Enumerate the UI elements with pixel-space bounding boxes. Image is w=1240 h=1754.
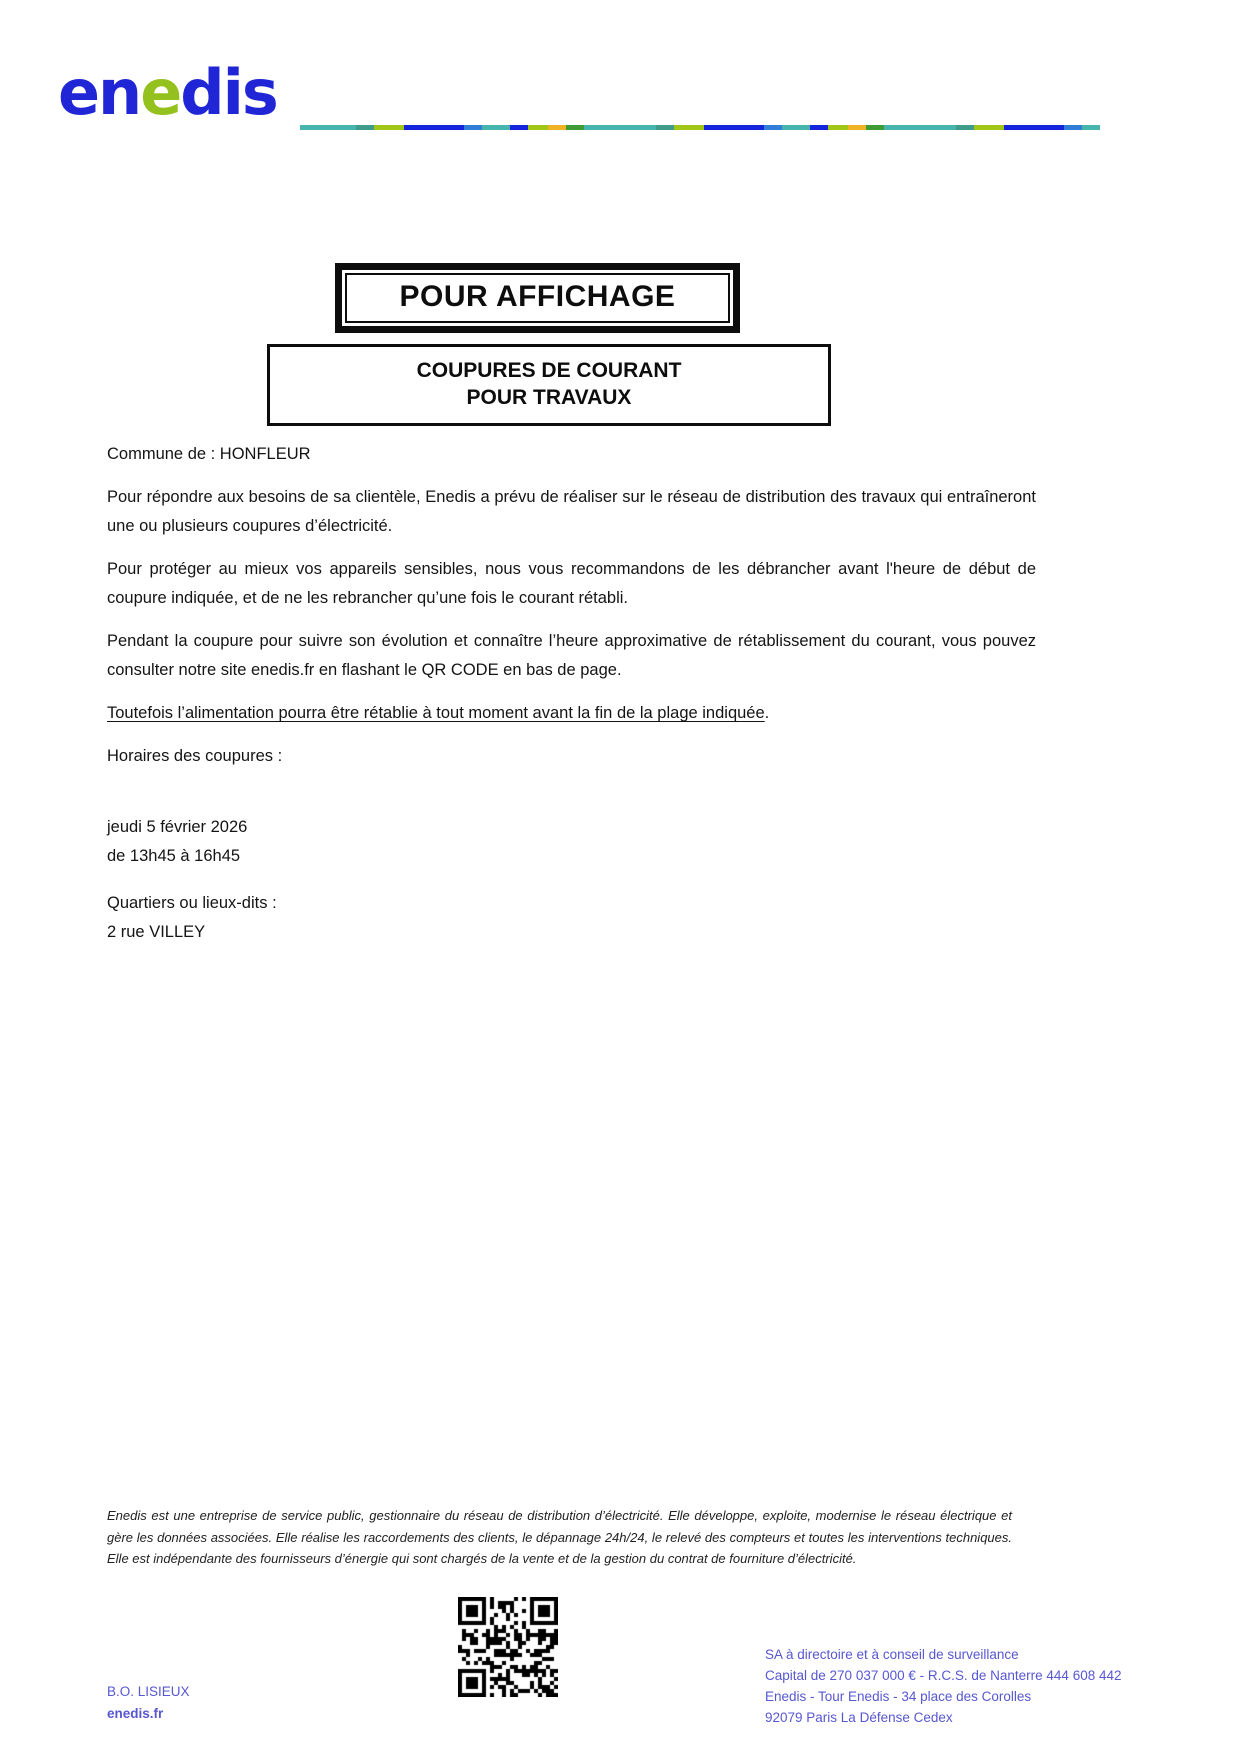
logo-text-part: dis — [180, 56, 277, 129]
company-info-block — [765, 1644, 1122, 1728]
schedule-label: Horaires des coupures : — [107, 747, 283, 765]
brand-color-divider — [300, 125, 1100, 130]
notice-line2: POUR TRAVAUX — [466, 386, 632, 409]
notice-line1: COUPURES DE COURANT — [416, 359, 682, 382]
logo-green-e: e — [140, 56, 181, 129]
sentence-period: . — [764, 704, 770, 722]
underlined-sentence: Toutefois l’alimentation pourra être rétablie à tout moment avant la fin de la plage indiquée — [107, 704, 765, 722]
enedis-logo — [58, 56, 277, 129]
company-line: 92079 Paris La Défense Cedex — [765, 1710, 953, 1725]
place-line: 2 rue VILLEY — [107, 923, 206, 941]
paragraph-intro: Pour répondre aux besoins de sa clientèle, Enedis a prévu de réaliser sur le réseau de distribution des travaux qui entraîneront une ou plusieurs coupures d’électricité. — [107, 488, 1036, 535]
spacer — [107, 871, 1036, 889]
qr-code-canvas — [458, 1597, 558, 1697]
commune-line: Commune de : HONFLEUR — [107, 445, 311, 463]
paragraph-qrcode-info: Pendant la coupure pour suivre son évolution et connaître l’heure approximative de rétablissement du courant, vous pouvez consulter notre site enedis.fr en flashant le QR CODE en bas de page. — [107, 632, 1036, 679]
places-label: Quartiers ou lieux-dits : — [107, 894, 277, 912]
company-line: Enedis - Tour Enedis - 34 place des Corolles — [765, 1689, 1032, 1704]
pour-affichage-banner — [335, 263, 740, 333]
office-block — [107, 1681, 190, 1725]
office-name: B.O. LISIEUX — [107, 1684, 190, 1699]
outage-date: jeudi 5 février 2026 — [107, 818, 248, 836]
company-line: SA à directoire et à conseil de surveillance — [765, 1647, 1019, 1662]
notice-box — [267, 344, 831, 426]
qr-code — [458, 1597, 558, 1697]
website-label: enedis.fr — [107, 1706, 164, 1721]
logo-text-part: en — [58, 56, 141, 129]
banner-title: POUR AFFICHAGE — [345, 273, 730, 323]
paragraph-restore-notice — [107, 699, 1036, 728]
company-line: Capital de 270 037 000 € - R.C.S. de Nanterre 444 608 442 — [765, 1668, 1122, 1683]
body-content — [107, 440, 1036, 947]
outage-time: de 13h45 à 16h45 — [107, 847, 241, 865]
paragraph-advice: Pour protéger au mieux vos appareils sensibles, nous vous recommandons de les débrancher avant l'heure de début de coupure indiquée, et de ne les rebrancher qu’une fois le courant rétabli. — [107, 560, 1036, 607]
legal-paragraph: Enedis est une entreprise de service public, gestionnaire du réseau de distribution d’électricité. Elle développe, exploite, modernise le réseau électrique et gère les données associées. Elle réalise les raccordements des clients, le dépannage 24h/24, le relevé des compteurs et toutes les interventions techniques. Elle est indépendante des fournisseurs d’énergie qui sont chargés de la vente et de la gestion du contrat de fourniture d’électricité. — [107, 1508, 1012, 1566]
